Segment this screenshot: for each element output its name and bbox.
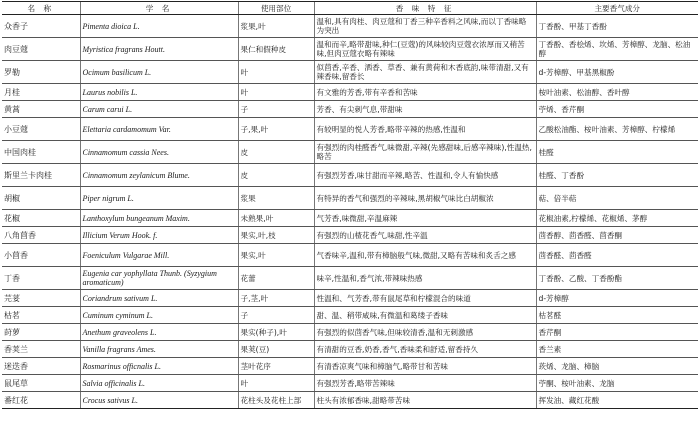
part-used-cell: 子,茎,叶 xyxy=(238,290,314,307)
spice-name-cell: 罗勒 xyxy=(2,61,80,84)
spice-name-cell: 鼠尾草 xyxy=(2,375,80,392)
scientific-name-cell: Eugenia car yophyllata Thunb. (Syzygium aromaticum) xyxy=(80,267,238,290)
flavor-cell: 性温和、气芳香,带有鼠尾草和柠檬混合的味道 xyxy=(314,290,536,307)
flavor-cell: 有强烈的似茴香气味,但味较清香,温和无刺激感 xyxy=(314,324,536,341)
scientific-name-cell: Cinnamomum cassia Nees. xyxy=(80,141,238,164)
scientific-name-cell: Cinnamomum zeylanicum Blume. xyxy=(80,164,238,187)
spice-name-cell: 小豆蔻 xyxy=(2,118,80,141)
flavor-cell: 有清甜的豆香,奶香,香气,香味柔和舒适,留香持久 xyxy=(314,341,536,358)
header-name: 名 称 xyxy=(2,2,80,15)
header-row xyxy=(2,2,698,15)
table-row xyxy=(2,290,698,307)
table-row xyxy=(2,267,698,290)
flavor-cell: 有强烈的肉桂醛香气,味微甜,辛辣(先感甜味,后感辛辣味),性温热,略苦 xyxy=(314,141,536,164)
flavor-cell: 柱头有浓郁香味,甜略带苦味 xyxy=(314,392,536,409)
components-cell: 莰烯、龙脑、樟脑 xyxy=(536,358,698,375)
spice-name-cell: 中国肉桂 xyxy=(2,141,80,164)
scientific-name-cell: Salvia officinalis L. xyxy=(80,375,238,392)
components-cell: d-芳樟醇、甲基黑椒酚 xyxy=(536,61,698,84)
table-row xyxy=(2,341,698,358)
flavor-cell: 有较明显的悦人芳香,略带辛辣的热感,性温和 xyxy=(314,118,536,141)
part-used-cell: 叶 xyxy=(238,84,314,101)
table-row xyxy=(2,392,698,409)
flavor-cell: 似茴香,辛香、洒香、草香、兼有黄荷和木香底韵,味带清甜,又有辣香味,留香长 xyxy=(314,61,536,84)
part-used-cell: 果荚(豆) xyxy=(238,341,314,358)
table-row xyxy=(2,187,698,210)
scientific-name-cell: Rosmarinus officnalis L. xyxy=(80,358,238,375)
scientific-name-cell: Lanthoxylum bungeanum Maxim. xyxy=(80,210,238,227)
table-body xyxy=(2,15,698,409)
components-cell: 丁香酚、乙酸、丁香酚酯 xyxy=(536,267,698,290)
components-cell: 挥发油、藏红花酸 xyxy=(536,392,698,409)
components-cell: 桂醛 xyxy=(536,141,698,164)
components-cell: 茴香醛、茴香醛 xyxy=(536,244,698,267)
flavor-cell: 有文雅的芳香,带有辛香和苦味 xyxy=(314,84,536,101)
scientific-name-cell: Coriandrum sativum L. xyxy=(80,290,238,307)
part-used-cell: 果仁和假种皮 xyxy=(238,38,314,61)
scientific-name-cell: Piper nigrum L. xyxy=(80,187,238,210)
table-row xyxy=(2,118,698,141)
part-used-cell: 花蕾 xyxy=(238,267,314,290)
components-cell: 香兰素 xyxy=(536,341,698,358)
part-used-cell: 子,果,叶 xyxy=(238,118,314,141)
components-cell: 丁香酚、香桧烯、坎烯、芳樟醇、龙脑、松油醇 xyxy=(536,38,698,61)
table-row xyxy=(2,61,698,84)
spice-name-cell: 花椒 xyxy=(2,210,80,227)
spice-name-cell: 八角茴香 xyxy=(2,227,80,244)
table-row xyxy=(2,324,698,341)
spice-name-cell: 斯里兰卡肉桂 xyxy=(2,164,80,187)
part-used-cell: 叶 xyxy=(238,61,314,84)
part-used-cell: 子 xyxy=(238,101,314,118)
part-used-cell: 茎叶花序 xyxy=(238,358,314,375)
part-used-cell: 未熟果,叶 xyxy=(238,210,314,227)
table-row xyxy=(2,227,698,244)
flavor-cell: 甜、温、稍带咸味,有微温和葛缕子香味 xyxy=(314,307,536,324)
components-cell: 桂醛、丁香酚 xyxy=(536,164,698,187)
spice-name-cell: 迷迭香 xyxy=(2,358,80,375)
part-used-cell: 浆果 xyxy=(238,187,314,210)
scientific-name-cell: Illicium Verum Hook. f. xyxy=(80,227,238,244)
header-flavor: 香 味 特 征 xyxy=(314,2,536,15)
spice-name-cell: 丁香 xyxy=(2,267,80,290)
table-row xyxy=(2,141,698,164)
table-row xyxy=(2,210,698,227)
components-cell: 丁香酚、甲基丁香酚 xyxy=(536,15,698,38)
scientific-name-cell: Laurus nobilis L. xyxy=(80,84,238,101)
spice-name-cell: 黄蒿 xyxy=(2,101,80,118)
part-used-cell: 子 xyxy=(238,307,314,324)
scientific-name-cell: Cuminum cyminum L. xyxy=(80,307,238,324)
spice-name-cell: 小茴香 xyxy=(2,244,80,267)
scientific-name-cell: Elettaria cardamomum Var. xyxy=(80,118,238,141)
header-components: 主要香气成分 xyxy=(536,2,698,15)
part-used-cell: 皮 xyxy=(238,141,314,164)
scientific-name-cell: Carum carui L. xyxy=(80,101,238,118)
header-scientific-name: 学 名 xyxy=(80,2,238,15)
flavor-cell: 芳香、有尖刺气息,带甜味 xyxy=(314,101,536,118)
table-row xyxy=(2,307,698,324)
table-row xyxy=(2,244,698,267)
spice-name-cell: 胡椒 xyxy=(2,187,80,210)
scientific-name-cell: Foeniculum Vulgarae Mill. xyxy=(80,244,238,267)
flavor-cell: 有特异的香气和强烈的辛辣味,黑胡椒气味比白胡椒浓 xyxy=(314,187,536,210)
scientific-name-cell: Pimenta dioica L. xyxy=(80,15,238,38)
part-used-cell: 花柱头及花柱上部 xyxy=(238,392,314,409)
spice-table xyxy=(2,1,698,409)
table-row xyxy=(2,38,698,61)
flavor-cell: 有强烈芳香,略带苦辣味 xyxy=(314,375,536,392)
table-row xyxy=(2,164,698,187)
scientific-name-cell: Vanilla fragrans Ames. xyxy=(80,341,238,358)
table-row xyxy=(2,358,698,375)
table-row xyxy=(2,84,698,101)
components-cell: 苧烯、香芹酮 xyxy=(536,101,698,118)
scientific-name-cell: Ocimum basilicum L. xyxy=(80,61,238,84)
components-cell: 香芹酮 xyxy=(536,324,698,341)
components-cell: 桉叶油素、松油醇、香叶醇 xyxy=(536,84,698,101)
components-cell: 茴香醇、茴香醛、茴香酮 xyxy=(536,227,698,244)
part-used-cell: 果实,叶 xyxy=(238,244,314,267)
flavor-cell: 味辛,性温和,香气浓,带辣味热感 xyxy=(314,267,536,290)
part-used-cell: 叶 xyxy=(238,375,314,392)
flavor-cell: 有强烈的山楂花香气,味甜,性辛温 xyxy=(314,227,536,244)
flavor-cell: 气芳香,味微甜,辛温麻辣 xyxy=(314,210,536,227)
flavor-cell: 有清香凉爽气味和樟脑气,略带甘和苦味 xyxy=(314,358,536,375)
scientific-name-cell: Myristica fragrans Houtt. xyxy=(80,38,238,61)
spice-name-cell: 番红花 xyxy=(2,392,80,409)
scientific-name-cell: Crocus sativus L. xyxy=(80,392,238,409)
table-row xyxy=(2,101,698,118)
components-cell: 萜、倍半萜 xyxy=(536,187,698,210)
components-cell: d-芳樟醇 xyxy=(536,290,698,307)
spice-name-cell: 莳萝 xyxy=(2,324,80,341)
spice-name-cell: 香荚兰 xyxy=(2,341,80,358)
part-used-cell: 果实(种子),叶 xyxy=(238,324,314,341)
spice-name-cell: 众香子 xyxy=(2,15,80,38)
spice-name-cell: 枯茗 xyxy=(2,307,80,324)
header-part-used: 使用部位 xyxy=(238,2,314,15)
flavor-cell: 有强烈芳香,味甘甜而辛辣,略苦、性温和,令人有愉快感 xyxy=(314,164,536,187)
table-row xyxy=(2,15,698,38)
table-row xyxy=(2,375,698,392)
spice-name-cell: 肉豆蔻 xyxy=(2,38,80,61)
flavor-cell: 气香味辛,温和,带有樟脑般气味,微甜,又略有苦味和炙舌之感 xyxy=(314,244,536,267)
components-cell: 花椒油素,柠檬烯、花椒烯、茅醇 xyxy=(536,210,698,227)
part-used-cell: 果实,叶,枝 xyxy=(238,227,314,244)
part-used-cell: 皮 xyxy=(238,164,314,187)
spice-name-cell: 芫荽 xyxy=(2,290,80,307)
scientific-name-cell: Anethum graveolens L. xyxy=(80,324,238,341)
flavor-cell: 温和而辛,略带甜味,种仁(豆蔻)的风味较肉豆蔻衣浓厚而又稍苦味,但肉豆蔻衣略有辣味 xyxy=(314,38,536,61)
spice-name-cell: 月桂 xyxy=(2,84,80,101)
components-cell: 枯茗醛 xyxy=(536,307,698,324)
flavor-cell: 温和,具有肉桂、肉豆蔻和丁香三种辛香料之风味,而以丁香味略为突出 xyxy=(314,15,536,38)
part-used-cell: 浆果,叶 xyxy=(238,15,314,38)
components-cell: 乙酸松油酯、桉叶油素、芳樟醇、柠檬烯 xyxy=(536,118,698,141)
components-cell: 苧酮、桉叶油素、龙脑 xyxy=(536,375,698,392)
